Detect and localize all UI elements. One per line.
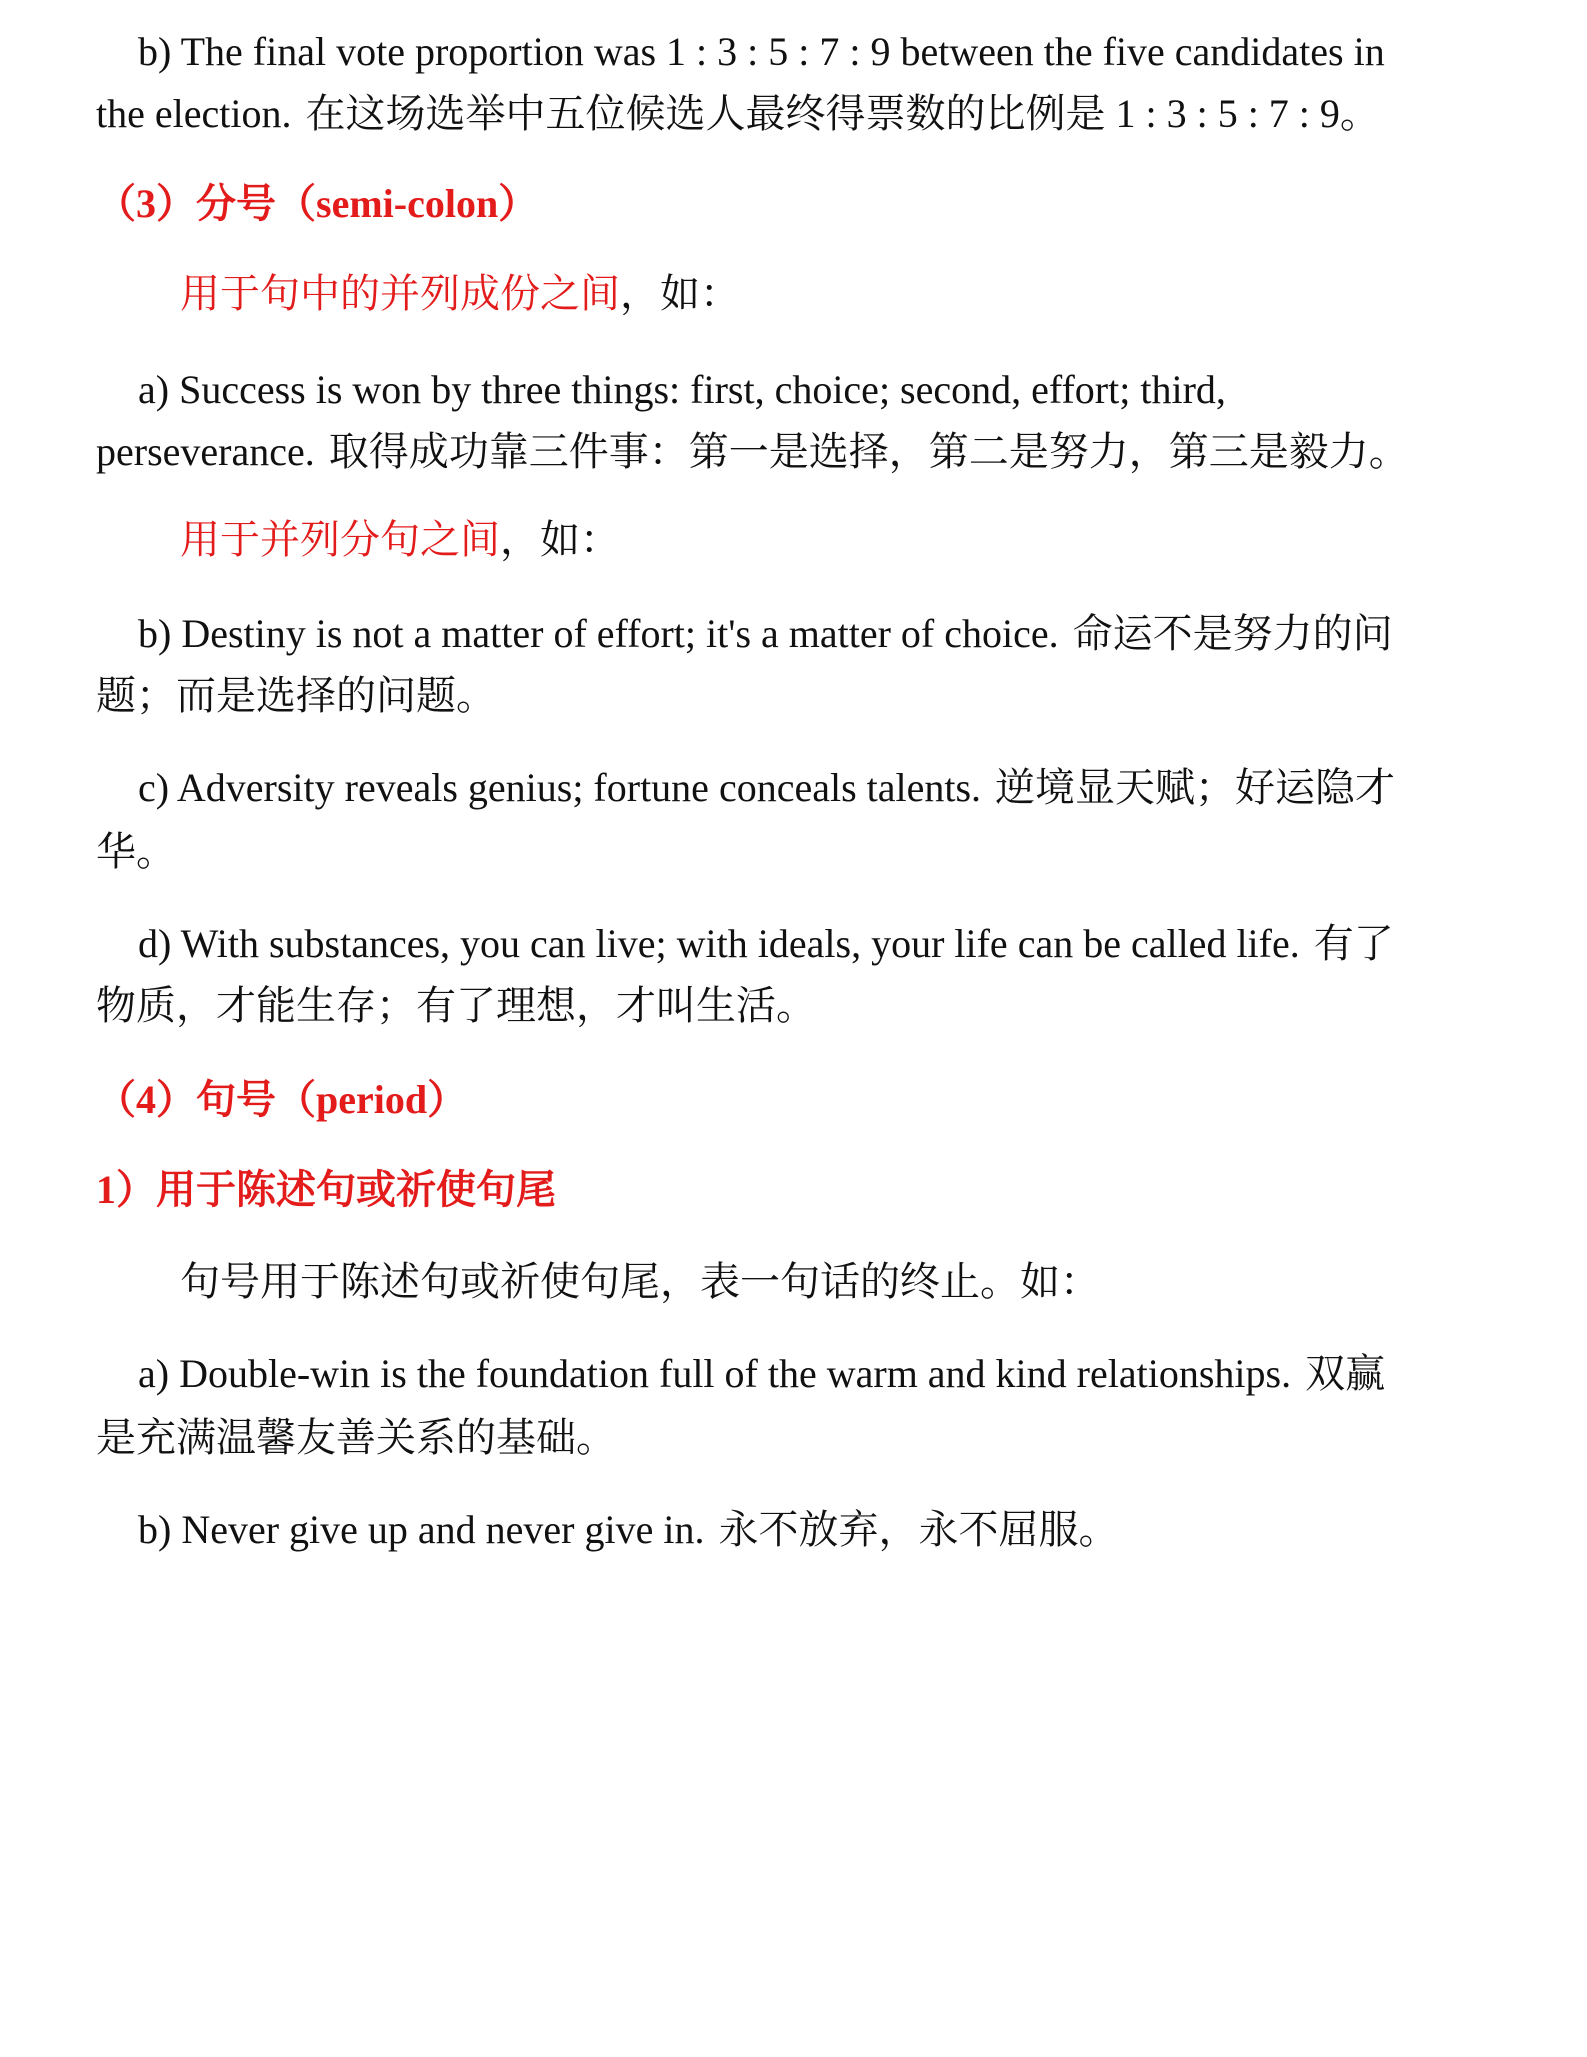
colon-example-b-en-2: the election.: [96, 91, 292, 136]
period-usage: 句号用于陈述句或祈使句尾，表一句话的终止。如：: [180, 1259, 1100, 1304]
colon-example-b-line2: [96, 90, 1380, 138]
semicolon-example-b-line1: [138, 610, 1393, 658]
semicolon-example-a-zh: 取得成功靠三件事：第一是选择，第二是努力，第三是毅力。: [328, 429, 1409, 474]
semicolon-example-b-zh-1: 命运不是努力的问: [1072, 611, 1393, 656]
colon-example-b-en-1: b) The final vote proportion was 1 : 3 : 5 : 7 : 9 between the five candidates in: [138, 29, 1385, 74]
semicolon-example-c-line2: [96, 828, 176, 876]
semicolon-example-b-line2: [96, 672, 496, 720]
semicolon-heading: （3）分号（semi-colon）: [96, 181, 539, 226]
colon-example-b-zh: 在这场选举中五位候选人最终得票数的比例是 1 : 3 : 5 : 7 : 9。: [305, 91, 1380, 136]
period-example-a-zh-2: 是充满温馨友善关系的基础。: [96, 1415, 616, 1460]
semicolon-example-b-en: b) Destiny is not a matter of effort; it's a matter of choice.: [138, 611, 1059, 656]
period-example-b-en: b) Never give up and never give in.: [138, 1507, 705, 1552]
semicolon-example-d-en: d) With substances, you can live; with ideals, your life can be called life.: [138, 921, 1300, 966]
period-example-a-line2: [96, 1414, 616, 1462]
semicolon-example-a-en-1: a) Success is won by three things: first, choice; second, effort; third,: [138, 367, 1226, 412]
semicolon-usage-2-highlight: 用于并列分句之间: [180, 517, 500, 562]
period-example-a-zh-1: 双赢: [1305, 1351, 1386, 1396]
semicolon-example-b-zh-2: 题；而是选择的问题。: [96, 673, 496, 718]
period-heading: （4）句号（period）: [96, 1077, 468, 1122]
semicolon-example-d-zh-1: 有了: [1313, 921, 1394, 966]
semicolon-example-c-line1: [138, 764, 1395, 812]
semicolon-example-d-line1: [138, 920, 1394, 968]
semicolon-example-c-zh-2: 华。: [96, 829, 176, 874]
semicolon-usage-1-highlight: 用于句中的并列成份之间: [180, 271, 620, 316]
semicolon-example-a-line1: [138, 366, 1226, 414]
semicolon-example-c-en: c) Adversity reveals genius; fortune conceals talents.: [138, 765, 982, 810]
semicolon-example-a-en-2: perseverance.: [96, 429, 315, 474]
period-sub-heading: 1）用于陈述句或祈使句尾: [96, 1167, 556, 1212]
colon-example-b-line1: [138, 28, 1385, 76]
semicolon-example-c-zh-1: 逆境显天赋；好运隐才: [995, 765, 1396, 810]
semicolon-usage-2-rest: ，如：: [500, 517, 620, 562]
period-example-a-en: a) Double-win is the foundation full of the warm and kind relationships.: [138, 1351, 1292, 1396]
period-example-b-zh: 永不放弃，永不屈服。: [718, 1507, 1119, 1552]
semicolon-example-a-line2: [96, 428, 1409, 476]
semicolon-usage-1: [180, 270, 740, 318]
semicolon-example-d-line2: [96, 982, 816, 1030]
semicolon-usage-2: [180, 516, 620, 564]
period-example-a-line1: [138, 1350, 1385, 1398]
period-example-b-line1: [138, 1506, 1118, 1554]
semicolon-usage-1-rest: ，如：: [620, 271, 740, 316]
semicolon-example-d-zh-2: 物质，才能生存；有了理想，才叫生活。: [96, 983, 816, 1028]
